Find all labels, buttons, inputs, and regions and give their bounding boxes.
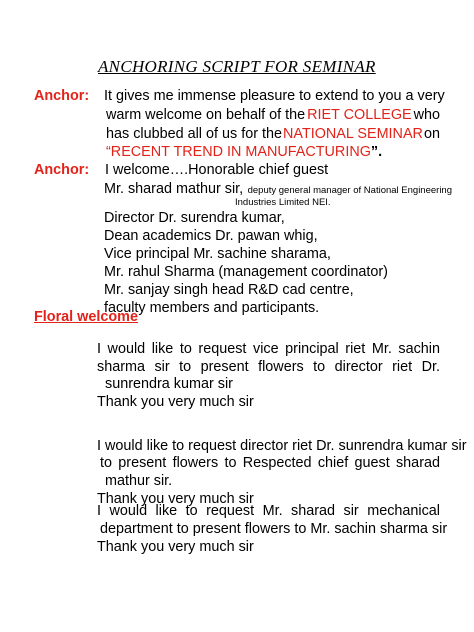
floral-1-line-2: sharma sir to present flowers to director riet Dr. — [97, 359, 440, 375]
welcome-line: I welcome….Honorable chief guest — [105, 162, 329, 178]
college-name: RIET COLLEGE — [307, 107, 412, 123]
guest-name: Mr. sharad mathur sir, — [104, 181, 244, 197]
seminar-topic: RECENT TREND IN MANUFACTURING — [110, 144, 371, 160]
dignitary-2: Dean academics Dr. pawan whig, — [104, 228, 318, 244]
dignitary-4: Mr. rahul Sharma (management coordinator) — [104, 264, 388, 280]
floral-1-line-1: I would like to request vice principal riet Mr. sachin — [97, 341, 440, 357]
floral-3-line-1: I would like to request Mr. sharad sir mechanical — [97, 503, 440, 519]
dignitary-3: Vice principal Mr. sachine sharama, — [104, 246, 331, 262]
para1-line3 — [106, 126, 440, 142]
dignitary-5: Mr. sanjay singh head R&D cad centre, — [104, 282, 354, 298]
floral-welcome-heading: Floral welcome — [34, 309, 138, 325]
document-title: ANCHORING SCRIPT FOR SEMINAR — [98, 57, 376, 76]
dignitary-1: Director Dr. surendra kumar, — [104, 210, 285, 226]
para1-line1: It gives me immense pleasure to extend to you a very — [104, 88, 445, 104]
para1-line4 — [106, 144, 382, 160]
floral-2-line-2: to present flowers to Respected chief guest sharad — [100, 455, 440, 471]
floral-3-line-2: department to present flowers to Mr. sachin sharma sir — [100, 521, 448, 537]
para1-line2 — [106, 107, 440, 123]
para1-line3-text: has clubbed all of us for the — [106, 126, 282, 142]
floral-1-thanks: Thank you very much sir — [97, 394, 254, 410]
floral-2-line-3: mathur sir. — [105, 473, 173, 489]
open-quote: “ — [106, 144, 111, 160]
seminar-type: NATIONAL SEMINAR — [283, 126, 423, 142]
para1-line2-text: warm welcome on behalf of the — [106, 107, 306, 123]
dignitary-6: faculty members and participants. — [104, 300, 320, 316]
floral-1-line-3: sunrendra kumar sir — [105, 376, 233, 392]
floral-2-thanks: Thank you very much sir — [97, 491, 254, 507]
anchor-label-2: Anchor: — [34, 162, 90, 178]
guest-description: deputy general manager of National Engineering — [247, 185, 452, 196]
guest-organization: Industries Limited NEI. — [235, 197, 331, 208]
para1-line3-end: on — [423, 126, 440, 142]
guest-line — [104, 180, 452, 198]
floral-3-thanks: Thank you very much sir — [97, 539, 254, 555]
para1-line2-end: who — [413, 107, 440, 123]
close-quote: ”. — [370, 144, 383, 160]
floral-2-line-1: I would like to request director riet Dr. sunrendra kumar sir — [97, 438, 467, 454]
anchor-label: Anchor: — [34, 88, 90, 104]
